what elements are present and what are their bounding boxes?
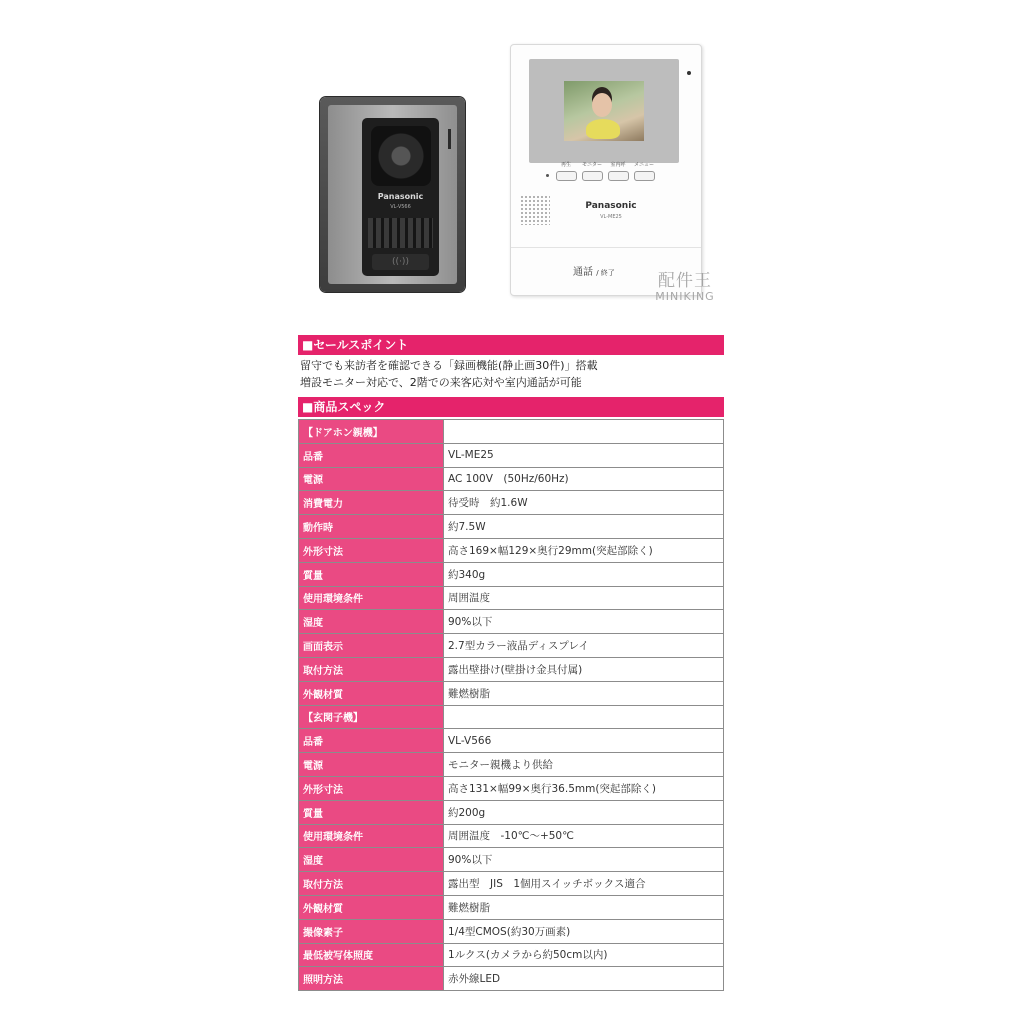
spec-key: 外形寸法 [299, 538, 444, 562]
monitor-button-label: モニター [581, 162, 602, 168]
spec-value: 難燃樹脂 [444, 895, 724, 919]
spec-key: 質量 [299, 800, 444, 824]
doorbell-brand: Panasonic [377, 192, 424, 201]
flower-bouquet [586, 119, 620, 139]
monitor-bezel [529, 59, 679, 163]
monitor-brand: Panasonic [585, 201, 637, 211]
table-row [299, 776, 724, 800]
monitor-key [582, 171, 603, 181]
doorbell-unit [362, 118, 439, 276]
spec-value: 周囲温度 [444, 586, 724, 610]
monitor-model: VL-ME25 [600, 214, 622, 220]
camera-lens-icon [371, 126, 431, 186]
talk-main: 通話 [573, 267, 593, 278]
spec-value [444, 420, 724, 444]
sales-point-item: 留守でも来訪者を確認できる「録画機能(静止画30件)」搭載 [300, 359, 598, 372]
table-row [299, 610, 724, 634]
spec-key: 電源 [299, 753, 444, 777]
spec-key: 取付方法 [299, 657, 444, 681]
spec-value: 約340g [444, 562, 724, 586]
spec-key: 最低被写体照度 [299, 943, 444, 967]
spec-value: 高さ169×幅129×奥行29mm(突起部除く) [444, 538, 724, 562]
table-row [299, 824, 724, 848]
spec-key: 【玄関子機】 [299, 705, 444, 729]
sensor-dot [687, 71, 691, 75]
spec-value [444, 705, 724, 729]
spec-value: 1ルクス(カメラから約50cm以内) [444, 943, 724, 967]
spec-value: 90%以下 [444, 848, 724, 872]
spec-key: 電源 [299, 467, 444, 491]
spec-value: 赤外線LED [444, 967, 724, 991]
spec-value: 90%以下 [444, 610, 724, 634]
spec-value: VL-ME25 [444, 443, 724, 467]
doorbell-plate [328, 105, 457, 284]
spec-key: 消費電力 [299, 491, 444, 515]
spec-key: 湿度 [299, 610, 444, 634]
spec-key: 照明方法 [299, 967, 444, 991]
spec-value: VL-V566 [444, 729, 724, 753]
monitor-button-label: メニュー [633, 162, 654, 168]
table-row [299, 967, 724, 991]
monitor-image [510, 44, 702, 296]
table-row [299, 729, 724, 753]
table-row [299, 919, 724, 943]
table-row [299, 872, 724, 896]
spec-value: 周囲温度 -10℃～+50℃ [444, 824, 724, 848]
watermark [650, 272, 720, 303]
table-row [299, 681, 724, 705]
table-row [299, 491, 724, 515]
table-row [299, 753, 724, 777]
spec-key: 外観材質 [299, 895, 444, 919]
sales-points-header: ■セールスポイント [298, 335, 724, 355]
monitor-key [556, 171, 577, 181]
table-row [299, 895, 724, 919]
spec-value: 高さ131×幅99×奥行36.5mm(突起部除く) [444, 776, 724, 800]
spec-key: 外観材質 [299, 681, 444, 705]
spec-key: 【ドアホン親機】 [299, 420, 444, 444]
spec-key: 取付方法 [299, 872, 444, 896]
spec-value: 難燃樹脂 [444, 681, 724, 705]
spec-value: 約7.5W [444, 515, 724, 539]
sales-point-item: 増設モニター対応で、2階での来客応対や室内通話が可能 [300, 376, 582, 389]
spec-value: 2.7型カラー液晶ディスプレイ [444, 634, 724, 658]
table-row [299, 562, 724, 586]
monitor-screen [564, 81, 644, 141]
call-button-icon: ((·)) [372, 254, 429, 270]
spec-value: 1/4型CMOS(約30万画素) [444, 919, 724, 943]
monitor-key [608, 171, 629, 181]
table-row [299, 800, 724, 824]
monitor-button-label: 室内呼 [610, 162, 626, 168]
spec-value: 待受時 約1.6W [444, 491, 724, 515]
spec-header: ■商品スペック [298, 397, 724, 417]
spec-key: 動作時 [299, 515, 444, 539]
table-row [299, 586, 724, 610]
monitor-key [634, 171, 655, 181]
spec-key: 撮像素子 [299, 919, 444, 943]
table-row [299, 634, 724, 658]
speaker-grille [368, 218, 433, 248]
table-row [299, 443, 724, 467]
watermark-line2: MINIKING [655, 290, 715, 303]
spec-table [298, 419, 724, 991]
spec-value: 約200g [444, 800, 724, 824]
divider [511, 247, 701, 248]
doorbell-model: VL-V566 [390, 204, 411, 210]
talk-label [573, 263, 615, 278]
indicator-slot [448, 129, 451, 149]
table-row [299, 848, 724, 872]
watermark-line1: 配件王 [658, 271, 712, 291]
spec-key: 品番 [299, 729, 444, 753]
visitor-face [592, 93, 612, 117]
speaker-icon [520, 195, 550, 225]
doorbell-image [320, 97, 465, 292]
table-row [299, 420, 724, 444]
spec-key: 品番 [299, 443, 444, 467]
spec-key: 質量 [299, 562, 444, 586]
status-led [546, 174, 549, 177]
spec-value: AC 100V (50Hz/60Hz) [444, 467, 724, 491]
table-row [299, 705, 724, 729]
spec-key: 外形寸法 [299, 776, 444, 800]
table-row [299, 943, 724, 967]
spec-key: 使用環境条件 [299, 824, 444, 848]
spec-value: 露出壁掛け(壁掛け金具付属) [444, 657, 724, 681]
table-row [299, 538, 724, 562]
spec-key: 画面表示 [299, 634, 444, 658]
talk-sub: / 終了 [596, 269, 615, 277]
spec-value: モニター親機より供給 [444, 753, 724, 777]
table-row [299, 657, 724, 681]
sales-points-list [300, 357, 598, 391]
table-row [299, 515, 724, 539]
table-row [299, 467, 724, 491]
monitor-button-label: 再生 [560, 162, 571, 168]
spec-key: 使用環境条件 [299, 586, 444, 610]
spec-value: 露出型 JIS 1個用スイッチボックス適合 [444, 872, 724, 896]
spec-key: 湿度 [299, 848, 444, 872]
